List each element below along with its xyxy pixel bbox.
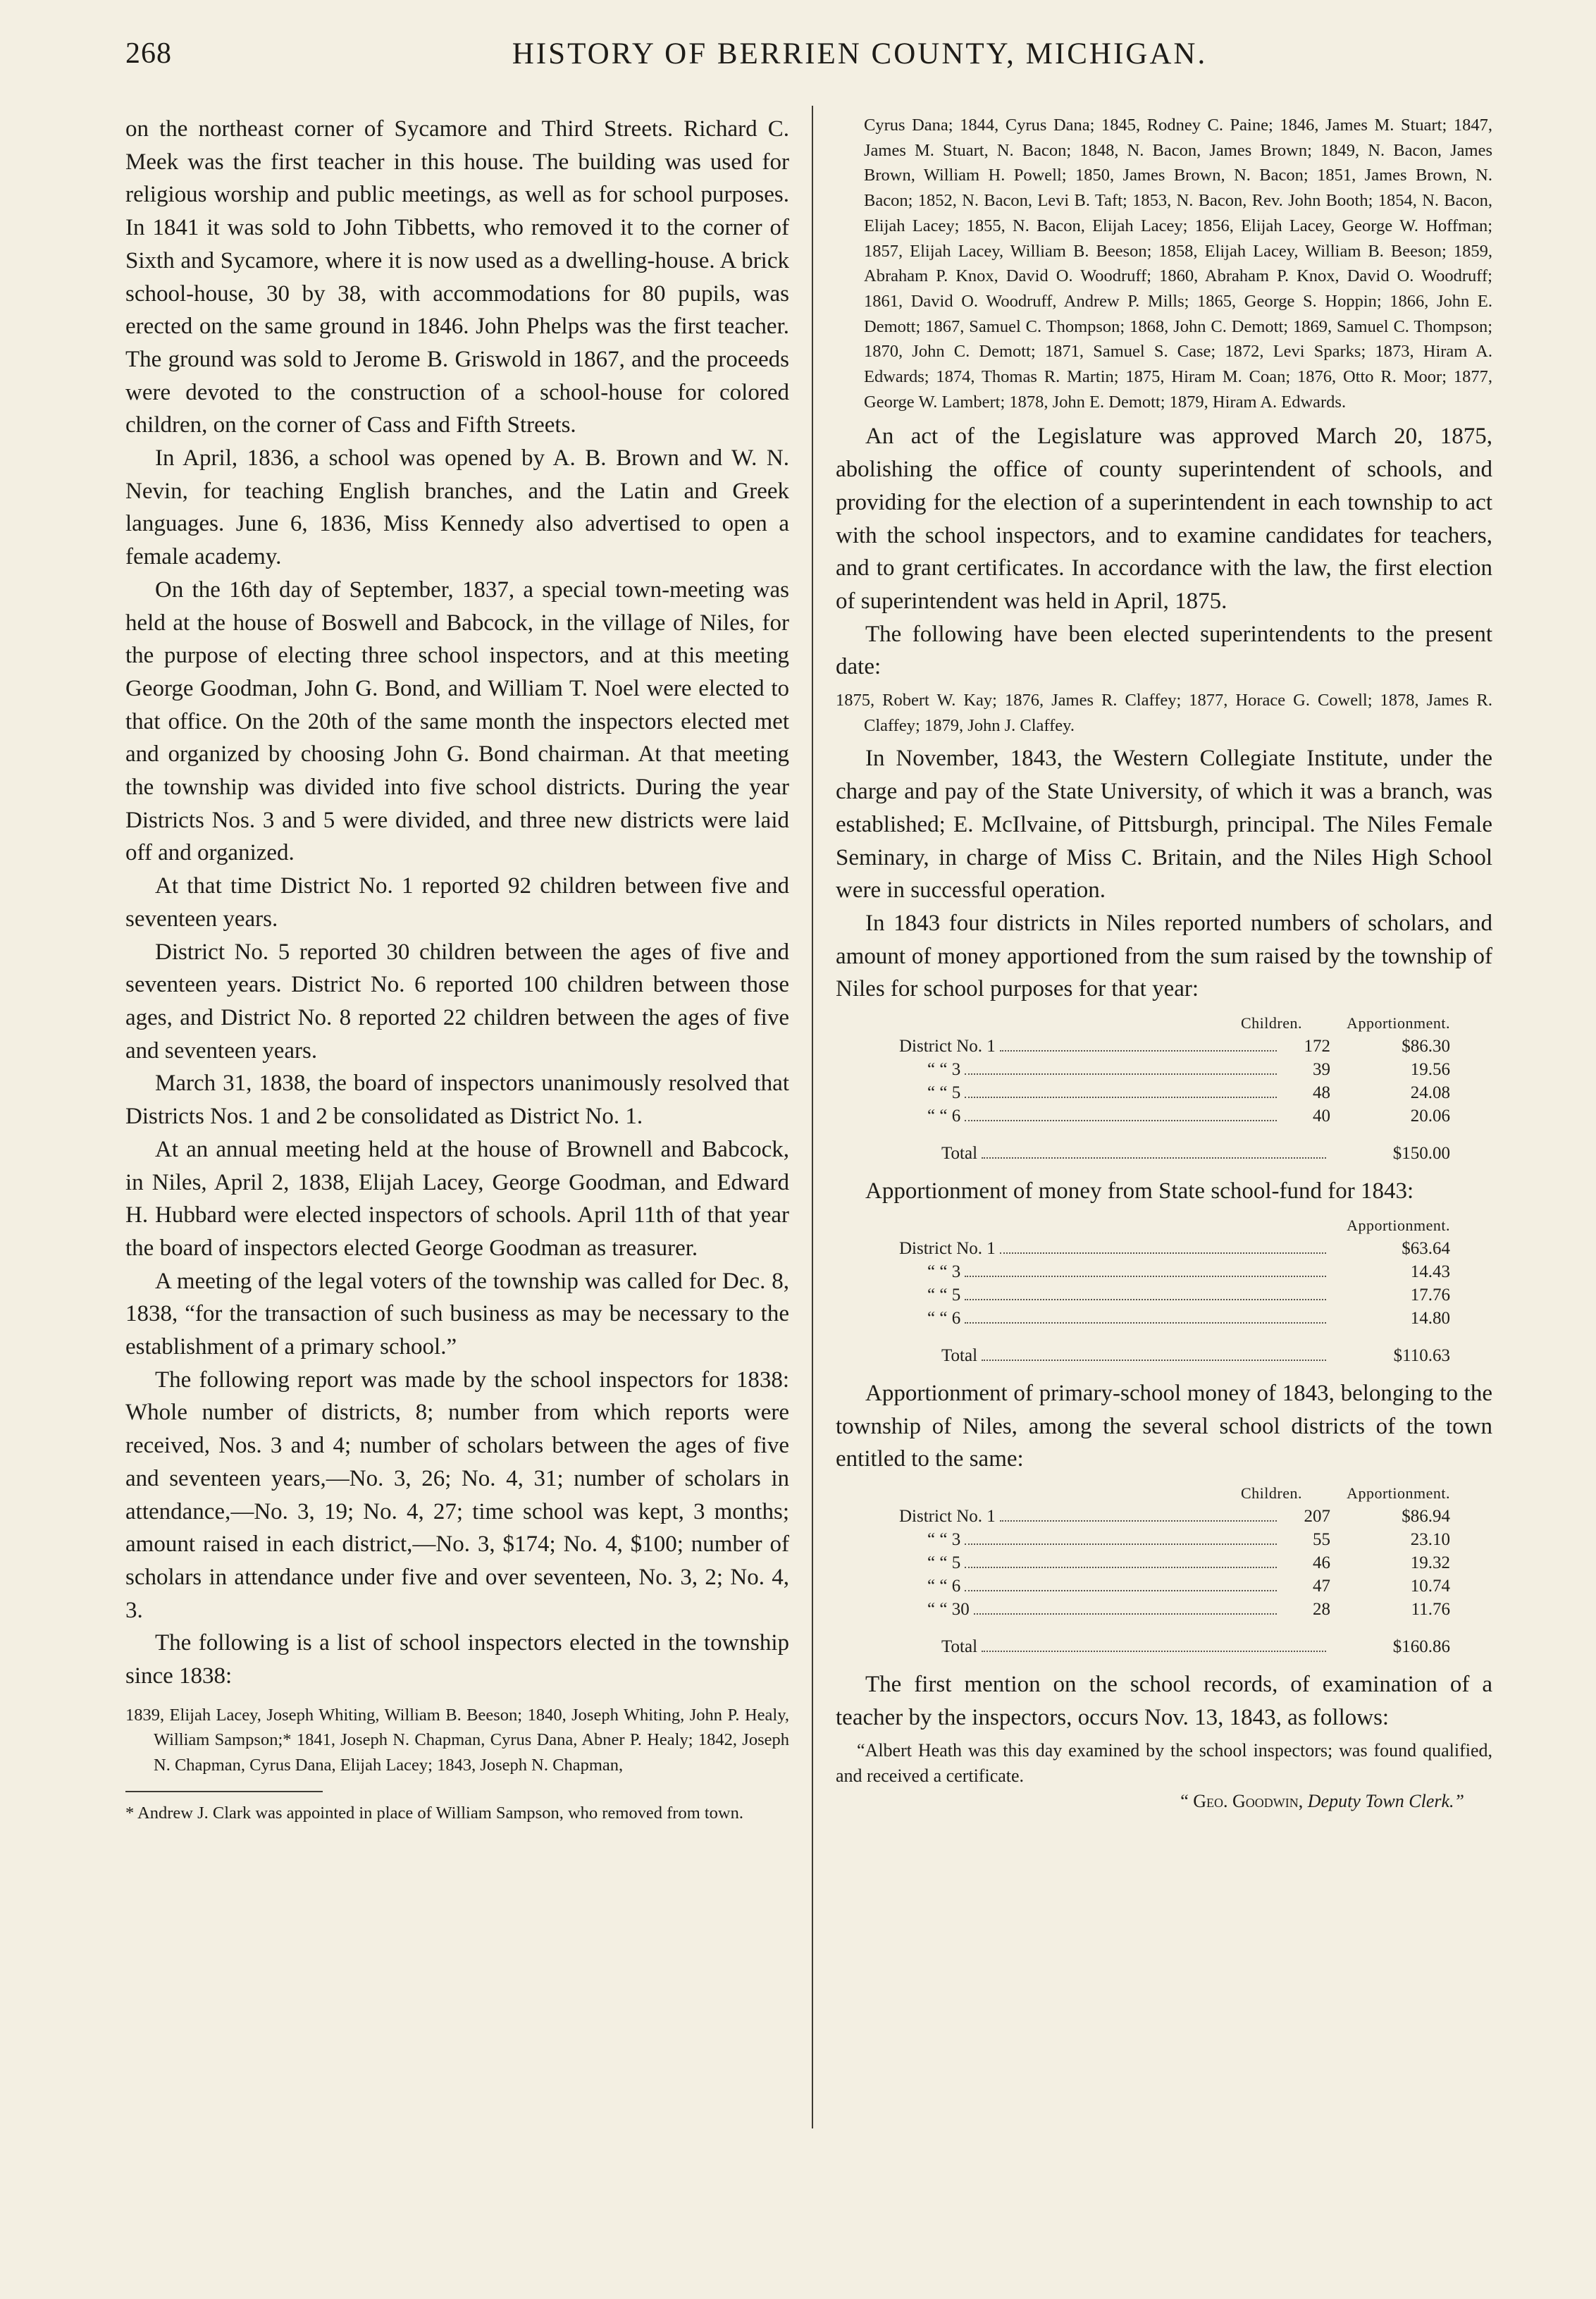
table-row: [899, 1237, 1450, 1260]
table-header: Children.: [1241, 1014, 1302, 1033]
table-cell: 14.80: [1410, 1308, 1450, 1328]
signature-title: Deputy Town Clerk.”: [1307, 1791, 1464, 1812]
table-cell: 39: [1313, 1060, 1330, 1080]
table-row: [899, 1505, 1450, 1528]
signature-name: “ Geo. Goodwin,: [1180, 1791, 1304, 1812]
table-cell: 207: [1304, 1506, 1330, 1526]
table-cell: 14.43: [1410, 1262, 1450, 1281]
page-number: 268: [125, 37, 172, 70]
paragraph: District No. 5 reported 30 children between the ages of five and seventeen years. District No. 6 reported 100 children between those ages, and District No. 8 reported 22 children between the ages of five and seventeen years.: [125, 939, 789, 1064]
table-row: [899, 1528, 1450, 1551]
table-cell: 17.76: [1410, 1285, 1450, 1305]
paragraph: An act of the Legislature was approved March 20, 1875, abolishing the office of county superintendent of schools, and providing for the election of a superintendent in each township to act with the school inspectors, and to examine candidates for teachers, and to grant certificates. In accordance with the law, the first election of superintendent was held in April, 1875.: [836, 424, 1492, 614]
running-title: HISTORY OF BERRIEN COUNTY, MICHIGAN.: [512, 37, 1208, 70]
table-cell: $86.94: [1402, 1506, 1450, 1526]
table-cell: $160.86: [1392, 1637, 1450, 1656]
table-header: Children.: [1241, 1484, 1302, 1502]
table-cell: “ “ 3: [927, 1060, 961, 1080]
paragraph: In 1843 four districts in Niles reported numbers of scholars, and amount of money apportioned from the sum raised by the township of Niles for school purposes for that year:: [836, 910, 1492, 1002]
table-districts-1843: [836, 1011, 1492, 1165]
signature: [836, 1789, 1492, 1814]
paragraph: In November, 1843, the Western Collegiate Institute, under the charge and pay of the State University, of which it was a branch, was established; E. McIlvaine, of Pittsburgh, principal. The Niles Female Seminary, in charge of Miss C. Britain, and the Niles High School were in successful operation.: [836, 746, 1492, 904]
table-row: [899, 1035, 1450, 1058]
inspectors-list: 1839, Elijah Lacey, Joseph Whiting, William B. Beeson; 1840, Joseph Whiting, John P. Healy, William Sampson;* 1841, Joseph N. Chapman, Cyrus Dana, Abner P. Healy; 1842, Joseph N. Chapman, Cyrus Dana, Elijah Lacey; 1843, Joseph N. Chapman,: [125, 1705, 789, 1775]
table-cell: Total: [941, 1345, 978, 1365]
table-cell: District No. 1: [899, 1238, 996, 1258]
paragraph: On the 16th day of September, 1837, a special town-meeting was held at the house of Boswell and Babcock, in the village of Niles, for the purpose of electing three school inspectors, and at this meeting George Goodman, John G. Bond, and William T. Noel were elected to that office. On the 20th of the same month the inspectors elected met and organized by choosing John G. Bond chairman. At that meeting the township was divided into five school districts. During the year Districts Nos. 3 and 5 were divided, and three new districts were laid off and organized.: [125, 577, 789, 866]
table-cell: 24.08: [1410, 1083, 1450, 1103]
table-cell: $110.63: [1393, 1345, 1450, 1365]
table-cell: “ “ 5: [927, 1285, 961, 1305]
table-cell: “ “ 5: [927, 1083, 961, 1103]
table-cell: “ “ 6: [927, 1107, 961, 1126]
table-cell: $86.30: [1402, 1037, 1450, 1056]
table-row: [899, 1283, 1450, 1307]
table-cell: District No. 1: [899, 1037, 996, 1056]
table-cell: Total: [941, 1637, 978, 1656]
table-row: [899, 1598, 1450, 1621]
table-cell: 10.74: [1410, 1576, 1450, 1596]
quote: “Albert Heath was this day examined by the school inspectors; was found qualified, and received a certificate.: [836, 1740, 1492, 1787]
table-row: [899, 1104, 1450, 1128]
table-row: [899, 1081, 1450, 1104]
table-cell: 20.06: [1410, 1107, 1450, 1126]
paragraph: The first mention on the school records, of examination of a teacher by the inspectors, occurs Nov. 13, 1843, as follows:: [836, 1671, 1492, 1730]
table-cell: District No. 1: [899, 1506, 996, 1526]
table-cell: “ “ 6: [927, 1576, 961, 1596]
table-cell: Total: [941, 1144, 978, 1164]
table-total-row: [899, 1344, 1450, 1367]
table-cell: 19.32: [1410, 1553, 1450, 1572]
table-row: [899, 1574, 1450, 1598]
paragraph: The following have been elected superintendents to the present date:: [836, 621, 1492, 680]
paragraph: March 31, 1838, the board of inspectors unanimously resolved that Districts Nos. 1 and 2 be consolidated as District No. 1.: [125, 1071, 789, 1130]
table-row: [899, 1551, 1450, 1574]
table-cell: “ “ 3: [927, 1262, 961, 1281]
table-total-row: [899, 1142, 1450, 1165]
right-column: [836, 113, 1492, 1814]
table-row: [899, 1260, 1450, 1283]
table-cell: $150.00: [1392, 1144, 1450, 1164]
left-column: [125, 113, 789, 1826]
paragraph: A meeting of the legal voters of the township was called for Dec. 8, 1838, “for the transaction of such business as may be necessary to the establishment of a primary school.”: [125, 1268, 789, 1360]
footnote-rule: [125, 1791, 323, 1792]
table-cell: 47: [1313, 1576, 1330, 1596]
footnote: * Andrew J. Clark was appointed in place of William Sampson, who removed from town.: [125, 1803, 743, 1823]
table-cell: “ “ 5: [927, 1553, 961, 1572]
table-total-row: [899, 1635, 1450, 1658]
paragraph: Apportionment of money from State school-fund for 1843:: [865, 1178, 1414, 1204]
table-cell: 46: [1313, 1553, 1330, 1572]
table-cell: 28: [1313, 1599, 1330, 1619]
column-divider: [812, 106, 813, 2128]
table-cell: 172: [1304, 1037, 1330, 1056]
table-primary-school-1843: [836, 1481, 1492, 1658]
table-cell: 48: [1313, 1083, 1330, 1103]
table-header: Apportionment.: [1347, 1014, 1450, 1033]
table-cell: 23.10: [1410, 1529, 1450, 1549]
inspectors-list-continued: Cyrus Dana; 1844, Cyrus Dana; 1845, Rodney C. Paine; 1846, James M. Stuart; 1847, James M. Stuart, N. Bacon; 1848, N. Bacon, James Brown; 1849, N. Bacon, James Brown, William H. Powell; 1850, James Brown, N. Bacon; 1851, James Brown, N. Bacon; 1852, N. Bacon, Levi B. Taft; 1853, N. Bacon, Rev. John Booth; 1854, N. Bacon, Elijah Lacey; 1855, N. Bacon, Elijah Lacey; 1856, Elijah Lacey, George W. Hoffman; 1857, Elijah Lacey, William B. Beeson; 1858, Elijah Lacey, William B. Beeson; 1859, Abraham P. Knox, David O. Woodruff; 1860, Abraham P. Knox, David O. Woodruff; 1861, David O. Woodruff, Andrew P. Mills; 1865, George S. Hoppin; 1866, John E. Demott; 1867, Samuel C. Thompson; 1868, John C. Demott; 1869, Samuel C. Thompson; 1870, John C. Demott; 1871, Samuel S. Case; 1872, Levi Sparks; 1873, Hiram A. Edwards; 1874, Thomas R. Martin; 1875, Hiram M. Coan; 1876, Otto R. Moor; 1877, George W. Lambert; 1878, John E. Demott; 1879, Hiram A. Edwards.: [864, 116, 1492, 412]
paragraph: In April, 1836, a school was opened by A. B. Brown and W. N. Nevin, for teaching English branches, and the Latin and Greek languages. June 6, 1836, Miss Kennedy also advertised to open a female academy.: [125, 445, 789, 570]
superintendents-list: 1875, Robert W. Kay; 1876, James R. Claffey; 1877, Horace G. Cowell; 1878, James R. Claffey; 1879, John J. Claffey.: [836, 691, 1492, 735]
table-cell: $63.64: [1402, 1238, 1450, 1258]
table-row: [899, 1307, 1450, 1330]
paragraph: At that time District No. 1 reported 92 children between five and seventeen years.: [125, 873, 789, 932]
paragraph: The following is a list of school inspectors elected in the township since 1838:: [125, 1630, 789, 1689]
table-state-fund-1843: [836, 1214, 1492, 1367]
paragraph: Apportionment of primary-school money of 1843, belonging to the township of Niles, among the several school districts of the town entitled to the same:: [836, 1380, 1492, 1472]
table-cell: “ “ 30: [927, 1599, 970, 1619]
paragraph: on the northeast corner of Sycamore and Third Streets. Richard C. Meek was the first teacher in this house. The building was used for religious worship and public meetings, as well as for school purposes. In 1841 it was sold to John Tibbetts, who removed it to the corner of Sixth and Sycamore, where it is now used as a dwelling-house. A brick school-house, 30 by 38, with accommodations for 80 pupils, was erected on the same ground in 1846. John Phelps was the first teacher. The ground was sold to Jerome B. Griswold in 1867, and the proceeds were devoted to the construction of a school-house for colored children, on the corner of Cass and Fifth Streets.: [125, 116, 789, 438]
table-header: Apportionment.: [1347, 1216, 1450, 1234]
table-cell: 11.76: [1411, 1599, 1450, 1619]
table-cell: “ “ 6: [927, 1308, 961, 1328]
table-cell: 40: [1313, 1107, 1330, 1126]
table-cell: 55: [1313, 1529, 1330, 1549]
table-header: Apportionment.: [1347, 1484, 1450, 1502]
paragraph: The following report was made by the school inspectors for 1838: Whole number of districts, 8; number from which reports were received, Nos. 3 and 4; number of scholars between the ages of five and seventeen years,—No. 3, 26; No. 4, 31; number of scholars in attendance,—No. 3, 19; No. 4, 27; time school was kept, 3 months; amount raised in each district,—No. 3, $174; No. 4, $100; number of scholars in attendance under five and over seventeen, No. 3, 2; No. 4, 3.: [125, 1367, 789, 1623]
table-row: [899, 1058, 1450, 1081]
paragraph: At an annual meeting held at the house of Brownell and Babcock, in Niles, April 2, 1838, Elijah Lacey, George Goodman, and Edward H. Hubbard were elected inspectors of schools. April 11th of that year the board of inspectors elected George Goodman as treasurer.: [125, 1136, 789, 1261]
table-cell: “ “ 3: [927, 1529, 961, 1549]
table-cell: 19.56: [1410, 1060, 1450, 1080]
